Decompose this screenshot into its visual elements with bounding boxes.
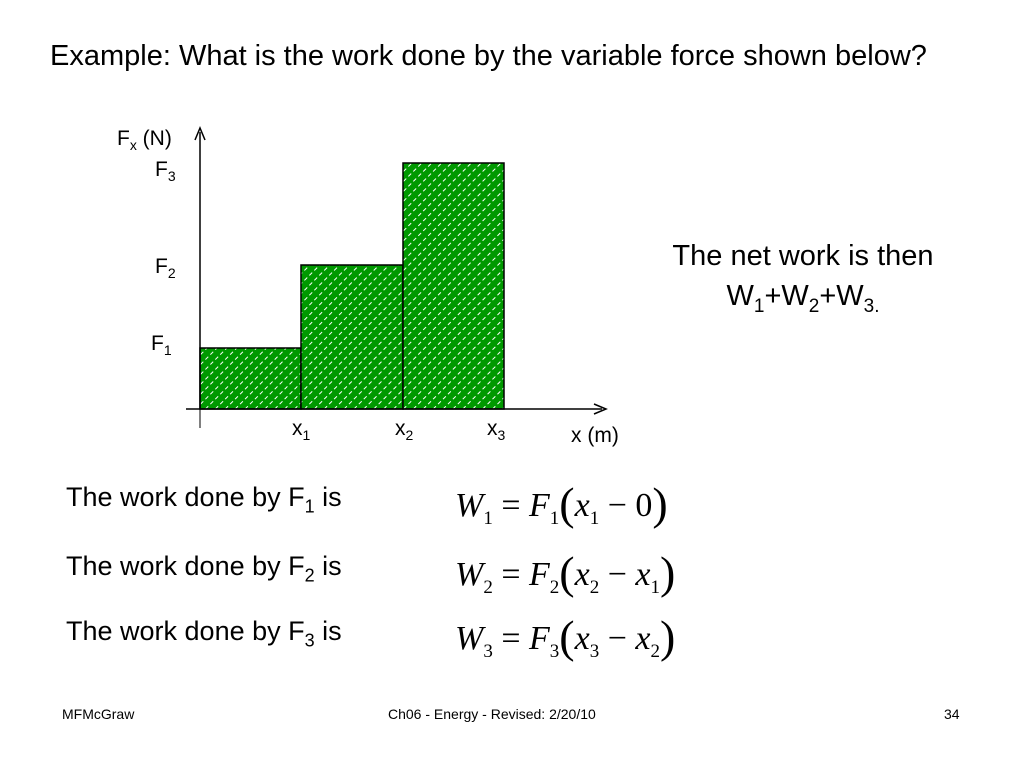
footer-slide-number: 34 — [944, 706, 960, 722]
footer-course-info: Ch06 - Energy - Revised: 2/20/10 — [388, 706, 596, 722]
footer-author: MFMcGraw — [62, 706, 135, 722]
work-row-3-text: The work done by $F_3$ is — [66, 616, 342, 651]
step-bar-2 — [301, 265, 403, 409]
y-tick-label-f3: $F_3$ — [155, 158, 176, 184]
x-axis-label: x (m) — [571, 424, 619, 447]
net-work-line2: $W_1+W_2+W_{3.}$ — [726, 280, 880, 317]
slide-title: Example: What is the work done by the variable force shown below? — [50, 40, 927, 72]
work-row-2-equation: $W_2 = F_2(x_2 - x_1)$ — [455, 547, 676, 598]
y-axis-label: $F_x$ (N) — [117, 127, 172, 153]
y-tick-label-f2: $F_2$ — [155, 255, 176, 281]
x-tick-label-x2: $x_2$ — [395, 417, 414, 443]
work-row-1-text: The work done by $F_1$ is — [66, 482, 342, 517]
net-work-line1: The net work is then — [672, 240, 934, 272]
x-tick-label-x1: $x_1$ — [292, 417, 311, 443]
step-bar-3 — [403, 163, 504, 409]
step-bars — [200, 163, 504, 409]
x-tick-label-x3: $x_3$ — [487, 417, 506, 443]
work-row-3-equation: $W_3 = F_3(x_3 - x_2)$ — [455, 611, 676, 662]
step-bar-1 — [200, 348, 301, 409]
net-work-statement — [628, 236, 978, 327]
work-row-2-text: The work done by $F_2$ is — [66, 551, 342, 586]
work-row-1-equation: $W_1 = F_1(x_1 - 0)$ — [455, 478, 668, 529]
y-tick-label-f1: $F_1$ — [151, 332, 172, 358]
